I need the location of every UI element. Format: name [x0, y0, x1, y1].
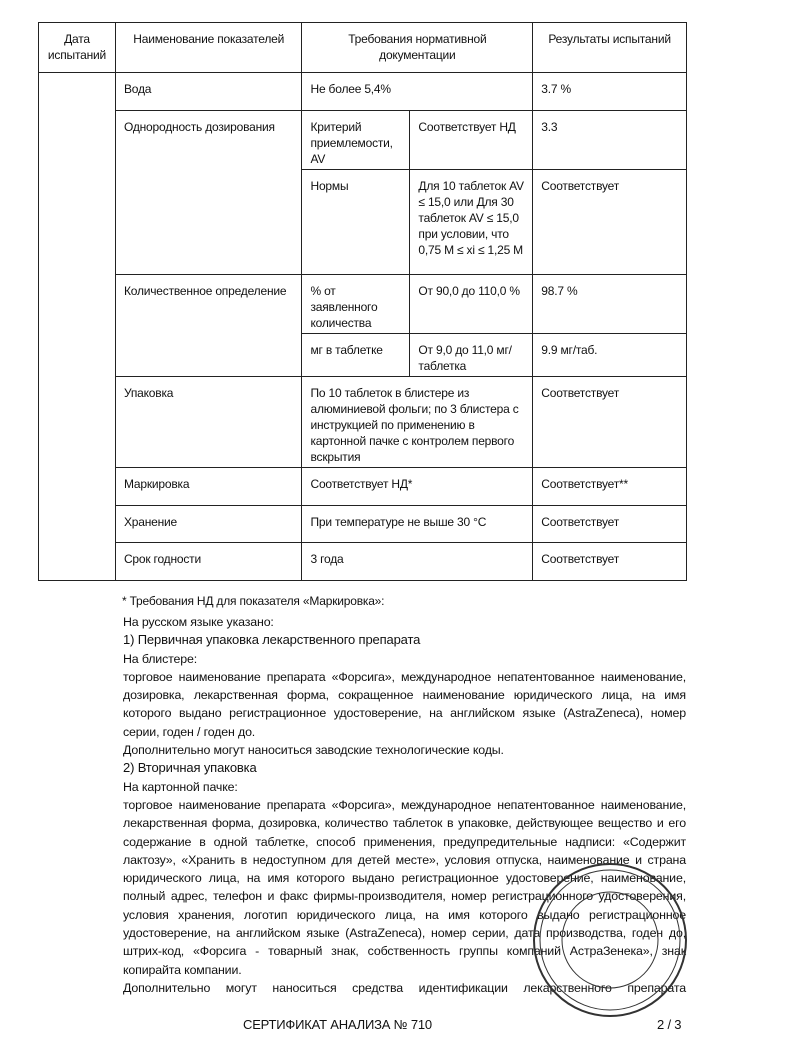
requirement: От 90,0 до 110,0 %	[410, 275, 533, 334]
table-row	[39, 506, 687, 543]
blister-label: На блистере:	[123, 651, 198, 666]
section-heading: 2) Вторичная упаковка	[123, 760, 257, 776]
indicator-name: Вода	[115, 73, 302, 111]
section-heading: 1) Первичная упаковка лекарственного препарата	[123, 632, 421, 648]
carton-text: торговое наименование препарата «Форсига», международное непатентованное наименование, лекарственная форма, дозировка, количество таблеток в упаковке, действующее вещество и его содержание в одной таблетке, способ применения, предупредительные надписи: «Содержит лактозу», «Хранить в недоступном для детей месте», условия отпуска, наименование и страна юридического лица, на имя которого выдано регистрационное удостоверение, наименование, полный адрес, телефон и факс фирмы-производителя, номер регистрационного удостоверения, условия хранения, логотип юридического лица, на имя которого выдано регистрационное удостоверение, на английском языке (AstraZeneca), номер серии, дата производства, годен до, штрих-код, «Форсига - товарный знак, собственность группы компаний АстраЗенека», знак копирайта компании.	[123, 797, 686, 977]
result: Соответствует	[533, 377, 687, 468]
table-row	[39, 377, 687, 468]
footnote: * Требования НД для показателя «Маркировка»:	[122, 594, 385, 608]
header-date: Дата испытаний	[39, 23, 116, 73]
requirement: Не более 5,4%	[302, 73, 533, 111]
certificate-title: СЕРТИФИКАТ АНАЛИЗА № 710	[243, 1017, 432, 1033]
blister-extra: Дополнительно могут наноситься заводские технологические коды.	[123, 743, 504, 758]
result: 3.7 %	[533, 73, 687, 111]
result: Соответствует	[533, 543, 687, 581]
indicator-name: Упаковка	[115, 377, 302, 468]
table-row	[39, 543, 687, 581]
header-results: Результаты испытаний	[533, 23, 687, 73]
requirement: Для 10 таблеток AV ≤ 15,0 или Для 30 таблеток AV ≤ 15,0 при условии, что 0,75 M ≤ xi ≤ 1,25 M	[410, 170, 533, 275]
result: Соответствует	[533, 506, 687, 543]
table-row	[39, 468, 687, 506]
requirement: При температуре не выше 30 °C	[302, 506, 533, 543]
indicator-name: Количественное определение	[115, 275, 302, 377]
requirement: 3 года	[302, 543, 533, 581]
table-row	[39, 73, 687, 111]
carton-label: На картонной пачке:	[123, 779, 238, 794]
requirement: По 10 таблеток в блистере из алюминиевой фольги; по 3 блистера с инструкцией по применению в картонной пачке с контролем первого вскрытия	[302, 377, 533, 468]
indicator-name: Срок годности	[115, 543, 302, 581]
sub-indicator: мг в таблетке	[302, 334, 410, 377]
carton-extra: Дополнительно могут наноситься средства идентификации лекарственного препарата	[123, 980, 686, 995]
indicator-name: Хранение	[115, 506, 302, 543]
header-indicator: Наименование показателей	[115, 23, 302, 73]
sub-indicator: % от заявленного количества	[302, 275, 410, 334]
requirement: От 9,0 до 11,0 мг/таблетка	[410, 334, 533, 377]
lower-section	[122, 594, 687, 1037]
result: 9.9 мг/таб.	[533, 334, 687, 377]
requirement: Соответствует НД	[410, 111, 533, 170]
date-cell	[39, 73, 116, 581]
table-row	[39, 275, 687, 334]
page-footer	[122, 1017, 687, 1037]
requirement: Соответствует НД*	[302, 468, 533, 506]
page-number: 2 / 3	[657, 1017, 682, 1033]
blister-text: торговое наименование препарата «Форсига», международное непатентованное наименование, дозировка, лекарственная форма, сокращенное наименование юридического лица, на имя которого выдано регистрационное удостоверение, на английском языке (AstraZeneca), номер серии, годен / годен до.	[123, 669, 686, 739]
result: 3.3	[533, 111, 687, 170]
result: Соответствует**	[533, 468, 687, 506]
sub-indicator: Критерий приемлемости, AV	[302, 111, 410, 170]
labeling-requirements	[123, 613, 686, 997]
header-requirements: Требования нормативной документации	[302, 23, 533, 73]
test-results-table	[38, 22, 687, 581]
sub-indicator: Нормы	[302, 170, 410, 275]
intro: На русском языке указано:	[123, 615, 274, 629]
table-row	[39, 111, 687, 170]
indicator-name: Маркировка	[115, 468, 302, 506]
result: Соответствует	[533, 170, 687, 275]
indicator-name: Однородность дозирования	[115, 111, 302, 275]
result: 98.7 %	[533, 275, 687, 334]
